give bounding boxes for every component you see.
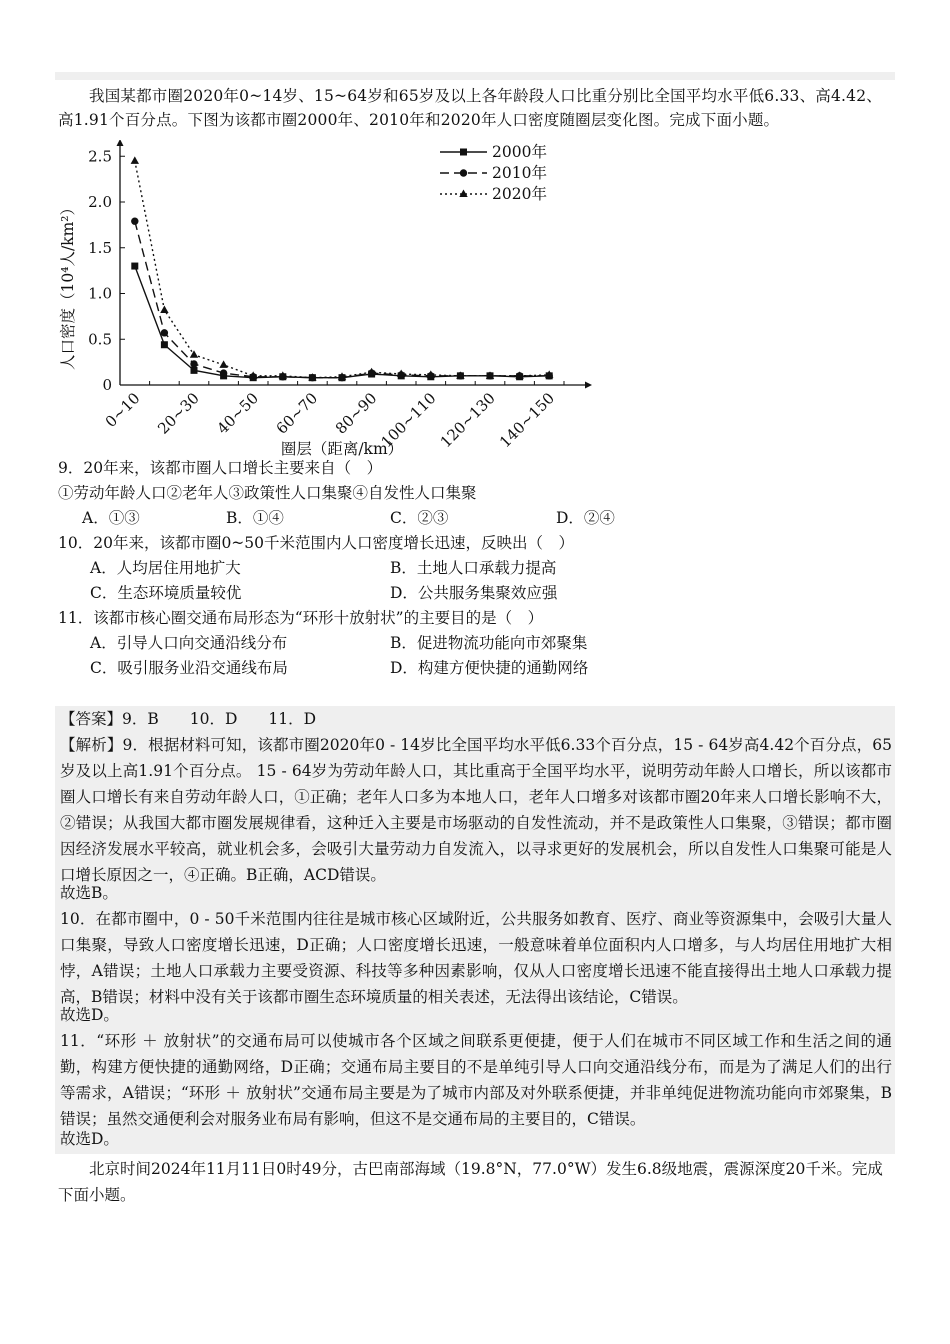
x-tick-label: 0~10	[101, 389, 144, 431]
x-axis-arrow	[585, 382, 592, 389]
series-line-2	[135, 161, 549, 378]
data-point	[160, 305, 168, 313]
next-section-intro: 北京时间2024年11月11日0时49分，古巴南部海域（19.8°N，77.0°W）发生6.8级地震，震源深度20千米。完成下面小题。	[58, 1160, 883, 1204]
population-density-chart	[55, 140, 595, 460]
answer-key: 【答案】9．B 10．D 11．D	[60, 710, 317, 728]
x-tick-label: 120~130	[436, 389, 499, 452]
q9-stem: 9．20年来，该都市圈人口增长主要来自（ ）	[58, 459, 383, 477]
x-tick-label: 40~50	[213, 389, 263, 438]
x-tick-label: 20~30	[154, 389, 203, 438]
legend-marker-1	[460, 169, 467, 176]
intro-paragraph: 我国某都市圈2020年0~14岁、15~64岁和65岁及以上各年龄段人口比重分别比全国平均水平低6.33、高4.42、高1.91个百分点。下图为该都市圈2000年、2010年和2020年人口密度随圈层变化图。完成下面小题。	[58, 87, 883, 129]
series-line-0	[135, 266, 549, 378]
data-point	[131, 156, 139, 164]
x-tick-label: 140~150	[495, 389, 559, 452]
data-point	[161, 329, 168, 336]
legend-label-1: 2010年	[492, 164, 547, 182]
analysis-q11: 11．“环形 ＋ 放射状”的交通布局可以使城市各个区域之间联系更便捷，便于人们在城市不同区域工作和生活之间的通勤，构建方便快捷的通勤网络，D正确；交通布局主要目的不是单纯引导人口向交通沿线分布，而是为了满足人们的出行等需求，A错误；“环形 ＋ 放射状”交通布局主要是为了城市内部及对外联系便捷，并非单纯促进物流功能向市郊聚集，B错误；虽然交通便利会对服务业布局有影响，但这不是交通布局的主要目的，C错误。	[60, 1032, 892, 1128]
y-tick-label: 1.5	[88, 238, 112, 257]
x-tick-label: 100~110	[377, 389, 440, 452]
q9-option-b: B．①④	[226, 509, 284, 527]
q10-option-c: C．生态环境质量较优	[90, 584, 242, 602]
q9-option-d: D．②④	[556, 509, 615, 527]
x-tick-label: 80~90	[331, 389, 381, 438]
q11-stem: 11．该都市核心圈交通布局形态为“环形十放射状”的主要目的是（ ）	[58, 609, 544, 627]
data-point	[131, 263, 138, 270]
x-axis-label: 圈层（距离/km）	[280, 440, 404, 458]
q10-option-b: B．土地人口承载力提高	[390, 559, 557, 577]
q11-option-d: D．构建方便快捷的通勤网络	[390, 659, 589, 677]
q11-option-b: B．促进物流功能向市郊聚集	[390, 634, 588, 652]
q10-option-a: A．人均居住用地扩大	[90, 559, 241, 577]
legend-marker-2	[459, 190, 467, 198]
series-line-1	[135, 221, 549, 377]
q9-option-c: C．②③	[390, 509, 449, 527]
y-tick-label: 0	[102, 376, 112, 394]
q11-option-c: C．吸引服务业沿交通线布局	[90, 659, 288, 677]
q10-option-d: D．公共服务集聚效应强	[390, 584, 558, 602]
conclusion-q11: 故选D。	[60, 1130, 119, 1148]
q9-option-a: A．①③	[82, 509, 140, 527]
data-point	[190, 360, 197, 367]
data-point	[219, 360, 227, 368]
data-point	[161, 341, 168, 348]
x-tick-label: 60~70	[272, 389, 322, 438]
legend-label-2: 2020年	[492, 185, 547, 203]
data-point	[220, 369, 227, 376]
q10-stem: 10．20年来，该都市圈0~50千米范围内人口密度增长迅速，反映出（ ）	[58, 534, 575, 552]
conclusion-q9: 故选B。	[60, 884, 118, 902]
data-point	[191, 367, 198, 374]
y-axis-arrow	[117, 140, 124, 146]
y-tick-label: 2.0	[88, 193, 112, 211]
y-tick-label: 1.0	[88, 284, 112, 303]
conclusion-q10: 故选D。	[60, 1006, 119, 1024]
top-shade-bar	[55, 72, 895, 80]
legend-label-0: 2000年	[492, 143, 547, 161]
y-axis-label: 人口密度（10⁴人/km²）	[59, 200, 77, 370]
y-tick-label: 0.5	[88, 330, 112, 349]
data-point	[131, 218, 138, 225]
q9-items: ①劳动年龄人口②老年人③政策性人口集聚④自发性人口集聚	[58, 484, 477, 502]
legend-marker-0	[460, 149, 467, 156]
analysis-q9: 【解析】9．根据材料可知，该都市圈2020年0 - 14岁比全国平均水平低6.33个百分点，15 - 64岁高4.42个百分点，65岁及以上高1.91个百分点。 15 - 64岁为劳动年龄人口，其比重高于全国平均水平，说明劳动年龄人口增长，所以该都市圈人口增长有来自劳动年龄人口，①正确；老年人口多为本地人口，老年人口增多对该都市圈20年来人口增长影响不大，②错误；从我国大都市圈发展规律看，这种迁入主要是市场驱动的自发性流动，并不是政策性人口集聚，③错误；都市圈因经济发展水平较高，就业机会多，会吸引大量劳动力自发流入，以寻求更好的发展机会，所以自发性人口集聚可能是人口增长原因之一，④正确。B正确，ACD错误。	[60, 736, 892, 884]
y-tick-label: 2.5	[88, 147, 112, 166]
q11-option-a: A．引导人口向交通沿线分布	[90, 634, 288, 652]
analysis-q10: 10．在都市圈中，0 - 50千米范围内往往是城市核心区域附近，公共服务如教育、医疗、商业等资源集中，会吸引大量人口集聚，导致人口密度增长迅速，D正确；人口密度增长迅速，一般意味着单位面积内人口增多，与人均居住用地扩大相悖，A错误；土地人口承载力主要受资源、科技等多种因素影响，仅从人口密度增长迅速不能直接得出土地人口承载力提高，B错误；材料中没有关于该都市圈生态环境质量的相关表述，无法得出该结论，C错误。	[60, 910, 892, 1006]
